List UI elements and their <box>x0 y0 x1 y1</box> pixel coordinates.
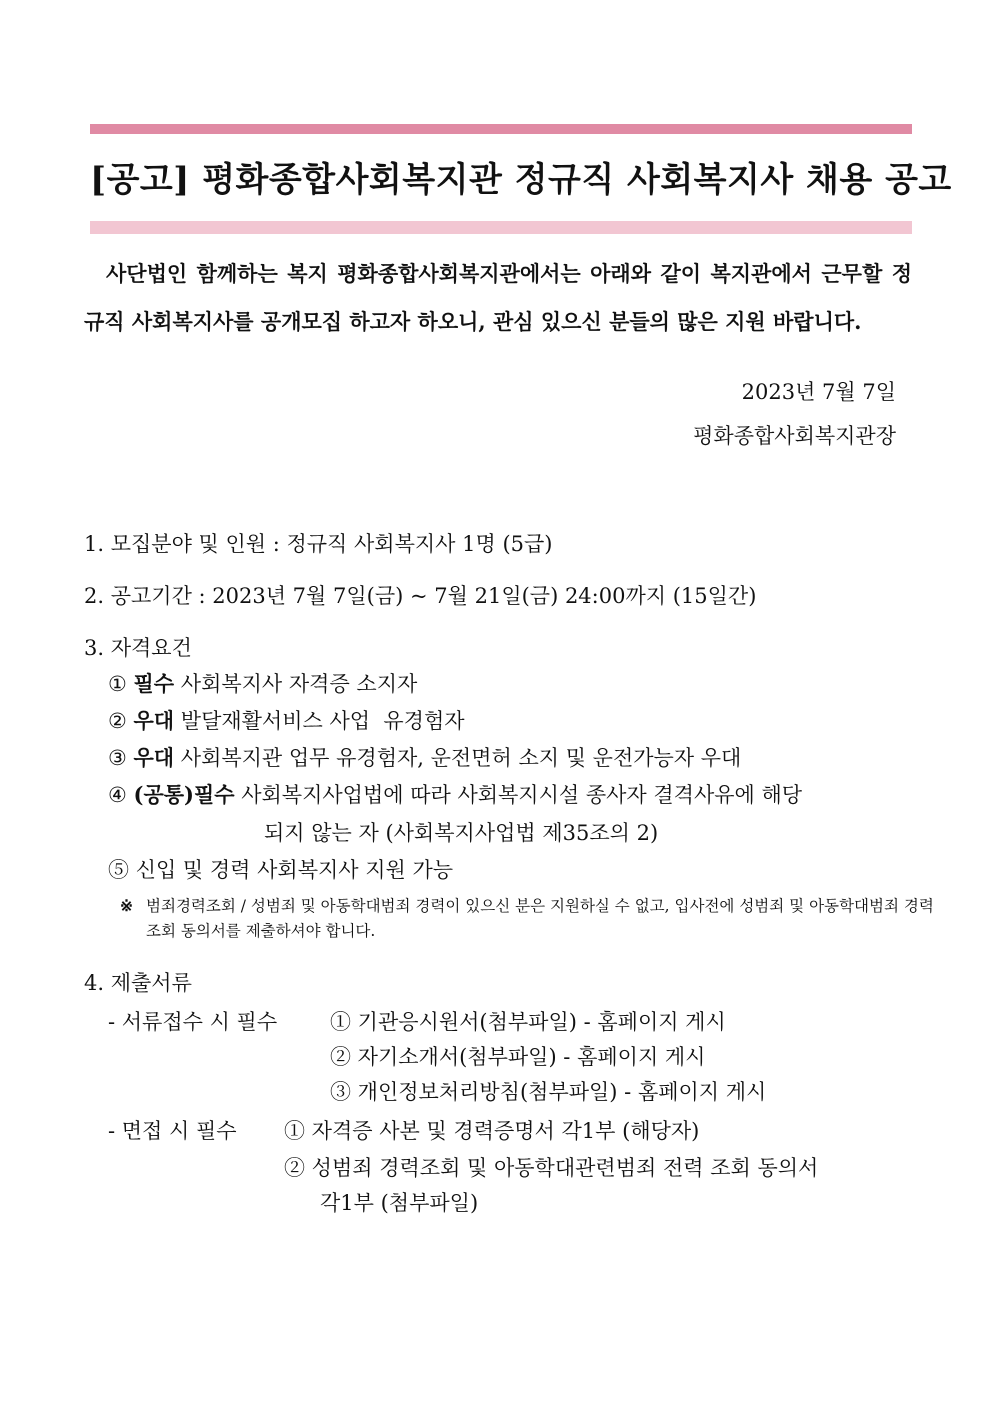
item-tag: (공통)필수 <box>133 782 235 807</box>
document-group-interview-label: - 면접 시 필수 <box>108 1119 237 1143</box>
document-item: ① 자격증 사본 및 경력증명서 각1부 (해당자) <box>284 1119 700 1143</box>
page-title: [공고] 평화종합사회복지관 정규직 사회복지사 채용 공고 <box>90 160 952 200</box>
note-mark: ※ <box>120 896 133 915</box>
item-number: ① <box>108 672 127 696</box>
qualification-item-5 <box>108 854 453 884</box>
qualification-item-3 <box>108 742 741 772</box>
document-group-application-label: - 서류접수 시 필수 <box>108 1010 278 1034</box>
section-recruit-field: 1. 모집분야 및 인원 : 정규직 사회복지사 1명 (5급) <box>84 532 553 556</box>
item-text: 사회복지사업법에 따라 사회복지시설 종사자 결격사유에 해당 <box>241 783 803 807</box>
qualification-note <box>120 893 934 944</box>
section-documents-heading: 4. 제출서류 <box>84 971 192 995</box>
document-item: ① 기관응시원서(첨부파일) - 홈페이지 게시 <box>330 1010 726 1034</box>
item-number: ② <box>108 709 127 733</box>
item-text: 사회복지관 업무 유경험자, 운전면허 소지 및 운전가능자 우대 <box>180 746 742 770</box>
section-notice-period: 2. 공고기간 : 2023년 7월 7일(금) ~ 7월 21일(금) 24:00까지 (15일간) <box>84 584 757 608</box>
note-text: 범죄경력조회 / 성범죄 및 아동학대범죄 경력이 있으신 분은 지원하실 수 없고, 입사전에 성범죄 및 아동학대범죄 경력 조회 동의서를 제출하셔야 합니다. <box>146 897 934 940</box>
notice-date: 2023년 7월 7일 <box>741 380 896 404</box>
document-item: ② 자기소개서(첨부파일) - 홈페이지 게시 <box>330 1045 706 1069</box>
document-item: ② 성범죄 경력조회 및 아동학대관련범죄 전력 조회 동의서 <box>284 1156 819 1180</box>
qualification-item-4-continued: 되지 않는 자 (사회복지사업법 제35조의 2) <box>264 821 659 845</box>
section-qualifications-heading: 3. 자격요건 <box>84 636 192 660</box>
qualification-item-1 <box>108 668 417 698</box>
title-top-bar <box>90 124 912 134</box>
document-item: ③ 개인정보처리방침(첨부파일) - 홈페이지 게시 <box>330 1080 767 1104</box>
qualification-item-4 <box>108 779 802 809</box>
item-number: ⑤ <box>108 858 129 882</box>
intro-paragraph: 사단법인 함께하는 복지 평화종합사회복지관에서는 아래와 같이 복지관에서 근무할 정규직 사회복지사를 공개모집 하고자 하오니, 관심 있으신 분들의 많은 지원 바랍니다. <box>84 261 912 334</box>
document-item-continued: 각1부 (첨부파일) <box>320 1191 479 1215</box>
title-bottom-bar <box>90 221 912 234</box>
issuer-name: 평화종합사회복지관장 <box>693 424 896 448</box>
item-text: 사회복지사 자격증 소지자 <box>180 672 418 696</box>
item-text: 신입 및 경력 사회복지사 지원 가능 <box>135 858 454 882</box>
item-number: ④ <box>108 783 127 807</box>
item-number: ③ <box>108 746 127 770</box>
item-tag: 필수 <box>133 671 175 696</box>
item-text: 발달재활서비스 사업 유경험자 <box>180 709 465 733</box>
item-tag: 우대 <box>133 708 175 733</box>
qualification-item-2 <box>108 705 465 735</box>
item-tag: 우대 <box>133 745 175 770</box>
